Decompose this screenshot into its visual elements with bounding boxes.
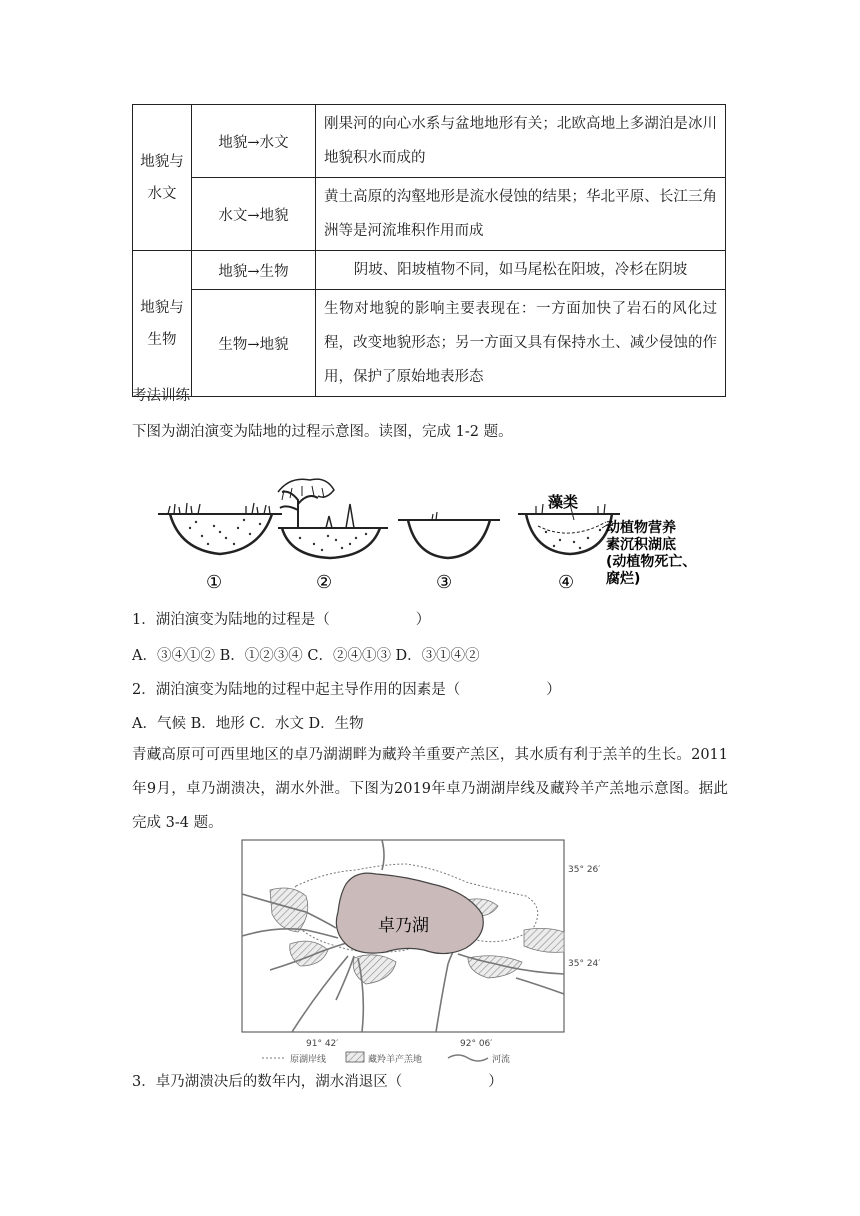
category-landform-hydrology: 地貌与水文 [133, 105, 192, 251]
sub-landform-to-biology: 地貌→生物 [192, 251, 316, 290]
panel-2-diagram [278, 479, 388, 558]
legend-birthing: 藏羚羊产羔地 [368, 1055, 423, 1065]
desc-biology-to-landform: 生物对地貌的影响主要表现在：一方面加快了岩石的风化过程，改变地貌形态；另一方面又具有保持水土、减少侵蚀的作用，保护了原始地表形态 [316, 290, 726, 397]
annotation-line-4: 腐烂) [606, 571, 641, 587]
lat-label-top: 35° 26′ [568, 865, 601, 875]
panel-label-3: ③ [436, 572, 453, 593]
annotation-line-1: 动植物营养 [606, 520, 676, 536]
question-2-options: A．气候 B．地形 C．水文 D．生物 [132, 716, 364, 732]
panel-3-diagram [398, 512, 500, 558]
panel-4-diagram [518, 493, 696, 587]
annotation-line-3: (动植物死亡、 [606, 554, 697, 570]
panel-1-diagram [158, 503, 282, 554]
desc-landform-to-biology: 阴坡、阳坡植物不同，如马尾松在阳坡，冷杉在阴坡 [316, 251, 726, 290]
lat-label-bottom: 35° 24′ [568, 959, 601, 969]
zhuonai-lake-map [236, 834, 601, 1066]
sub-landform-to-hydrology: 地貌→水文 [192, 105, 316, 178]
relationship-table [132, 104, 726, 397]
question-2: 2．湖泊演变为陆地的过程中起主导作用的因素是（ ） [132, 682, 561, 698]
lake-label: 卓乃湖 [378, 916, 429, 936]
sub-biology-to-landform: 生物→地貌 [192, 290, 316, 397]
section-title: 考法训练 [132, 388, 190, 404]
legend-shoreline: 原湖岸线 [290, 1055, 327, 1065]
map-legend [262, 1052, 510, 1065]
annotation-line-2: 素沉积湖底 [606, 537, 676, 553]
desc-landform-to-hydrology: 刚果河的向心水系与盆地地形有关；北欧高地上多湖泊是冰川地貌积水而成的 [316, 105, 726, 178]
lon-label-right: 92° 06′ [460, 1039, 493, 1049]
panel-label-2: ② [316, 572, 333, 593]
algae-label: 藻类 [548, 493, 579, 511]
panel-label-1: ① [206, 572, 223, 593]
desc-hydrology-to-landform: 黄土高原的沟壑地形是流水侵蚀的结果；华北平原、长江三角洲等是河流堆积作用而成 [316, 178, 726, 251]
intro-q1-2: 下图为湖泊演变为陆地的过程示意图。读图，完成 1-2 题。 [132, 424, 513, 440]
question-1-options: A．③④①② B．①②③④ C．②④①③ D．③①④② [132, 648, 480, 664]
intro-q3-4: 青藏高原可可西里地区的卓乃湖湖畔为藏羚羊重要产羔区，其水质有利于羔羊的生长。2011年9月，卓乃湖溃决，湖水外泄。下图为2019年卓乃湖湖岸线及藏羚羊产羔地示意图。据此完成 3-4 题。 [132, 747, 728, 831]
lon-label-left: 91° 42′ [306, 1039, 339, 1049]
question-3: 3．卓乃湖溃决后的数年内，湖水消退区（ ） [132, 1074, 503, 1090]
legend-river: 河流 [492, 1055, 511, 1065]
question-1: 1．湖泊演变为陆地的过程是（ ） [132, 612, 431, 628]
panel-label-4: ④ [558, 572, 575, 593]
category-landform-biology: 地貌与生物 [133, 251, 192, 397]
lake-evolution-figure [150, 470, 720, 595]
sub-hydrology-to-landform: 水文→地貌 [192, 178, 316, 251]
